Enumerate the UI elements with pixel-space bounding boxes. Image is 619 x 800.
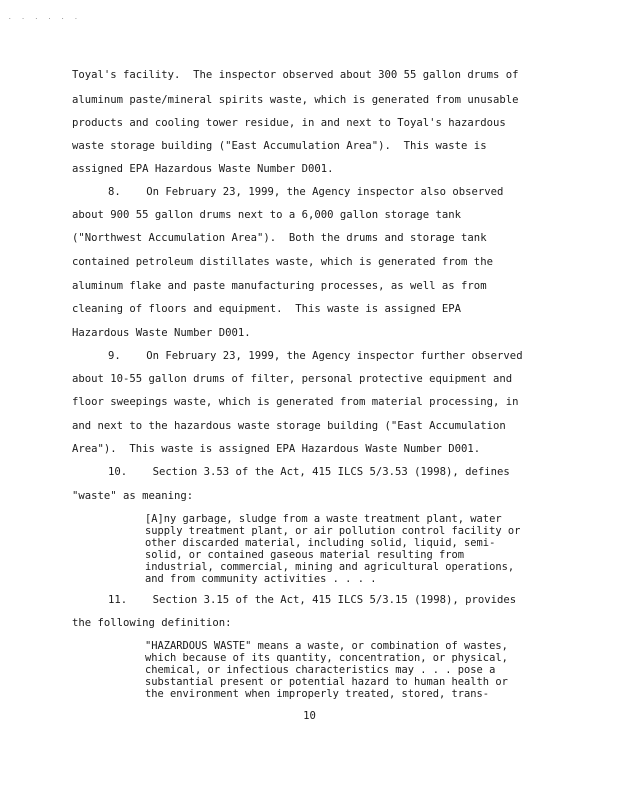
paragraph-first-line: 8. On February 23, 1999, the Agency inspector also observed (108, 186, 504, 198)
block-quote-line: supply treatment plant, or air pollution control facility or (145, 525, 521, 537)
paragraph-line: about 900 55 gallon drums next to a 6,000 gallon storage tank (72, 209, 462, 221)
block-quote-line: [A]ny garbage, sludge from a waste treatment plant, water (145, 513, 502, 525)
block-quote-line: chemical, or infectious characteristics may . . . pose a (145, 664, 496, 676)
block-quote-line: and from community activities . . . . (145, 573, 377, 585)
block-quote-line: the environment when improperly treated, stored, trans- (145, 688, 490, 700)
block-quote-line: other discarded material, including solid, liquid, semi- (145, 537, 496, 549)
paragraph-line: the following definition: (72, 617, 232, 629)
paragraph-line: cleaning of floors and equipment. This waste is assigned EPA (72, 303, 462, 315)
paragraph-line: assigned EPA Hazardous Waste Number D001. (72, 163, 334, 175)
paragraph-line: Toyal's facility. The inspector observed about 300 55 gallon drums of (72, 69, 519, 81)
block-quote-line: "HAZARDOUS WASTE" means a waste, or combination of wastes, (145, 640, 508, 652)
paragraph-line: floor sweepings waste, which is generated from material processing, in (72, 396, 519, 408)
paragraph-line: and next to the hazardous waste storage building ("East Accumulation (72, 420, 506, 432)
paragraph-line: Area"). This waste is assigned EPA Hazardous Waste Number D001. (72, 443, 481, 455)
block-quote-line: industrial, commercial, mining and agricultural operations, (145, 561, 515, 573)
block-quote-line: which because of its quantity, concentration, or physical, (145, 652, 508, 664)
block-quote-line: substantial present or potential hazard to human health or (145, 676, 508, 688)
paragraph-line: about 10-55 gallon drums of filter, personal protective equipment and (72, 373, 513, 385)
paragraph-first-line: 11. Section 3.15 of the Act, 415 ILCS 5/3.15 (1998), provides (108, 594, 517, 606)
paragraph-first-line: 10. Section 3.53 of the Act, 415 ILCS 5/3.53 (1998), defines (108, 466, 510, 478)
paragraph-line: products and cooling tower residue, in and next to Toyal's hazardous (72, 117, 506, 129)
scan-corner-mark: . . . . . . (8, 14, 81, 21)
paragraph-line: contained petroleum distillates waste, which is generated from the (72, 256, 493, 268)
paragraph-line: waste storage building ("East Accumulation Area"). This waste is (72, 140, 487, 152)
paragraph-first-line: 9. On February 23, 1999, the Agency inspector further observed (108, 350, 523, 362)
paragraph-line: ("Northwest Accumulation Area"). Both the drums and storage tank (72, 232, 487, 244)
page-number: 10 (303, 710, 316, 722)
paragraph-line: Hazardous Waste Number D001. (72, 327, 251, 339)
block-quote-line: solid, or contained gaseous material resulting from (145, 549, 465, 561)
paragraph-line: aluminum flake and paste manufacturing processes, as well as from (72, 280, 487, 292)
paragraph-line: "waste" as meaning: (72, 490, 194, 502)
paragraph-line: aluminum paste/mineral spirits waste, which is generated from unusable (72, 94, 519, 106)
